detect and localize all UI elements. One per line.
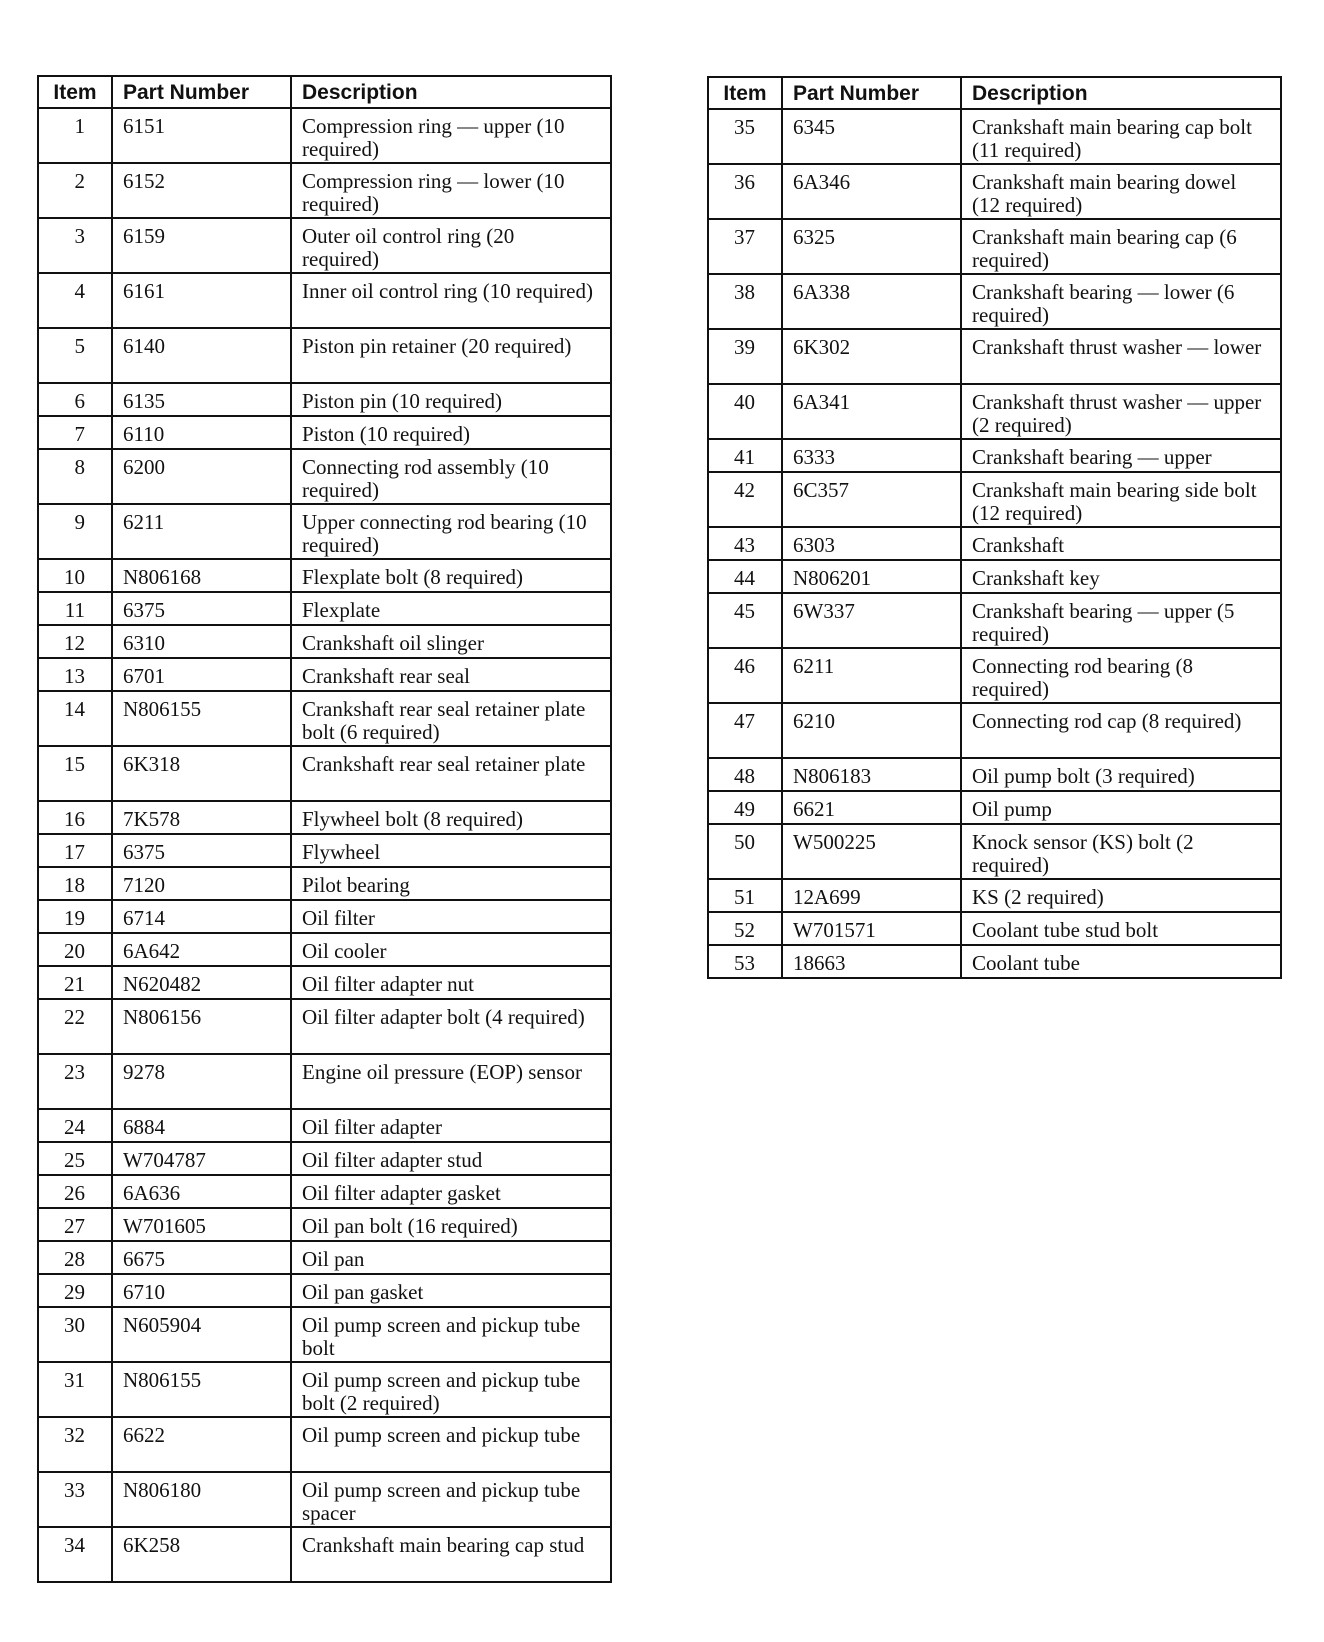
part-number-cell: 6211 [782, 648, 961, 703]
part-number-cell: N806183 [782, 758, 961, 791]
table-row [38, 1054, 611, 1109]
description-cell: Compression ring — lower (10 required) [291, 163, 611, 218]
parts-table-right-body [708, 109, 1281, 978]
part-number-cell: 12A699 [782, 879, 961, 912]
part-number-cell: W500225 [782, 824, 961, 879]
item-number-cell: 14 [38, 691, 112, 746]
part-number-cell: W704787 [112, 1142, 291, 1175]
description-cell: Crankshaft key [961, 560, 1281, 593]
part-number-cell: 6710 [112, 1274, 291, 1307]
description-cell: Flexplate [291, 592, 611, 625]
description-cell: Crankshaft main bearing cap stud [291, 1527, 611, 1582]
part-number-cell: N620482 [112, 966, 291, 999]
item-number-cell: 17 [38, 834, 112, 867]
item-number-cell: 49 [708, 791, 782, 824]
item-number-cell: 2 [38, 163, 112, 218]
description-cell: Crankshaft main bearing side bolt (12 required) [961, 472, 1281, 527]
item-number-cell: 13 [38, 658, 112, 691]
item-number-cell: 3 [38, 218, 112, 273]
table-row [38, 1472, 611, 1527]
item-number-cell: 12 [38, 625, 112, 658]
description-cell: Oil filter [291, 900, 611, 933]
table-row [708, 439, 1281, 472]
description-cell: Crankshaft rear seal retainer plate bolt (6 required) [291, 691, 611, 746]
item-number-cell: 7 [38, 416, 112, 449]
part-number-cell: 7120 [112, 867, 291, 900]
description-cell: Flywheel [291, 834, 611, 867]
table-row [38, 801, 611, 834]
part-number-cell: N806180 [112, 1472, 291, 1527]
item-number-cell: 32 [38, 1417, 112, 1472]
header-item: Item [38, 76, 112, 108]
table-row [38, 1208, 611, 1241]
description-cell: Crankshaft [961, 527, 1281, 560]
item-number-cell: 26 [38, 1175, 112, 1208]
part-number-cell: 6622 [112, 1417, 291, 1472]
header-row [708, 77, 1281, 109]
part-number-cell: N806155 [112, 691, 291, 746]
table-row [708, 560, 1281, 593]
part-number-cell: 6701 [112, 658, 291, 691]
part-number-cell: 6333 [782, 439, 961, 472]
part-number-cell: 6345 [782, 109, 961, 164]
table-row [708, 329, 1281, 384]
description-cell: Engine oil pressure (EOP) sensor [291, 1054, 611, 1109]
part-number-cell: 6714 [112, 900, 291, 933]
table-row [708, 164, 1281, 219]
part-number-cell: 6W337 [782, 593, 961, 648]
table-row [708, 791, 1281, 824]
part-number-cell: 6A346 [782, 164, 961, 219]
table-row [38, 449, 611, 504]
item-number-cell: 34 [38, 1527, 112, 1582]
item-number-cell: 15 [38, 746, 112, 801]
part-number-cell: 6303 [782, 527, 961, 560]
table-row [38, 218, 611, 273]
description-cell: Oil pan [291, 1241, 611, 1274]
part-number-cell: 6C357 [782, 472, 961, 527]
table-row [708, 593, 1281, 648]
item-number-cell: 45 [708, 593, 782, 648]
part-number-cell: 7K578 [112, 801, 291, 834]
description-cell: Oil filter adapter stud [291, 1142, 611, 1175]
item-number-cell: 43 [708, 527, 782, 560]
item-number-cell: 9 [38, 504, 112, 559]
table-row [708, 274, 1281, 329]
part-number-cell: 6675 [112, 1241, 291, 1274]
item-number-cell: 42 [708, 472, 782, 527]
item-number-cell: 19 [38, 900, 112, 933]
table-row [38, 746, 611, 801]
table-row [708, 945, 1281, 978]
part-number-cell: 6135 [112, 383, 291, 416]
item-number-cell: 16 [38, 801, 112, 834]
item-number-cell: 4 [38, 273, 112, 328]
table-row [38, 933, 611, 966]
part-number-cell: 6110 [112, 416, 291, 449]
table-row [38, 592, 611, 625]
description-cell: Connecting rod cap (8 required) [961, 703, 1281, 758]
item-number-cell: 31 [38, 1362, 112, 1417]
table-row [38, 108, 611, 163]
part-number-cell: 9278 [112, 1054, 291, 1109]
part-number-cell: 6884 [112, 1109, 291, 1142]
item-number-cell: 50 [708, 824, 782, 879]
parts-table-left-body [38, 108, 611, 1582]
description-cell: Piston pin (10 required) [291, 383, 611, 416]
table-row [38, 383, 611, 416]
part-number-cell: 6375 [112, 592, 291, 625]
item-number-cell: 29 [38, 1274, 112, 1307]
part-number-cell: N806201 [782, 560, 961, 593]
description-cell: Crankshaft bearing — upper [961, 439, 1281, 472]
description-cell: Knock sensor (KS) bolt (2 required) [961, 824, 1281, 879]
table-row [38, 559, 611, 592]
part-number-cell: 6310 [112, 625, 291, 658]
description-cell: Crankshaft main bearing cap (6 required) [961, 219, 1281, 274]
table-row [708, 824, 1281, 879]
part-number-cell: 6140 [112, 328, 291, 383]
table-row [38, 1527, 611, 1582]
part-number-cell: 6151 [112, 108, 291, 163]
part-number-cell: N806155 [112, 1362, 291, 1417]
table-row [38, 867, 611, 900]
table-row [38, 1142, 611, 1175]
part-number-cell: 6A636 [112, 1175, 291, 1208]
table-row [38, 163, 611, 218]
part-number-cell: 6200 [112, 449, 291, 504]
header-part-number: Part Number [112, 76, 291, 108]
part-number-cell: 6161 [112, 273, 291, 328]
part-number-cell: 6K302 [782, 329, 961, 384]
header-description: Description [291, 76, 611, 108]
item-number-cell: 5 [38, 328, 112, 383]
description-cell: Oil pump screen and pickup tube bolt [291, 1307, 611, 1362]
description-cell: Outer oil control ring (20 required) [291, 218, 611, 273]
description-cell: Compression ring — upper (10 required) [291, 108, 611, 163]
part-number-cell: 6325 [782, 219, 961, 274]
table-row [708, 758, 1281, 791]
item-number-cell: 24 [38, 1109, 112, 1142]
description-cell: Crankshaft thrust washer — lower [961, 329, 1281, 384]
item-number-cell: 37 [708, 219, 782, 274]
table-row [38, 1307, 611, 1362]
item-number-cell: 53 [708, 945, 782, 978]
description-cell: Oil filter adapter bolt (4 required) [291, 999, 611, 1054]
item-number-cell: 22 [38, 999, 112, 1054]
part-number-cell: N806168 [112, 559, 291, 592]
description-cell: Connecting rod bearing (8 required) [961, 648, 1281, 703]
table-row [38, 1241, 611, 1274]
table-row [708, 472, 1281, 527]
description-cell: Piston (10 required) [291, 416, 611, 449]
table-row [38, 1274, 611, 1307]
table-row [38, 328, 611, 383]
table-row [38, 658, 611, 691]
description-cell: Oil cooler [291, 933, 611, 966]
table-row [38, 625, 611, 658]
part-number-cell: N605904 [112, 1307, 291, 1362]
description-cell: Oil pump bolt (3 required) [961, 758, 1281, 791]
description-cell: Crankshaft bearing — lower (6 required) [961, 274, 1281, 329]
description-cell: Crankshaft rear seal retainer plate [291, 746, 611, 801]
table-row [708, 879, 1281, 912]
part-number-cell: 6A338 [782, 274, 961, 329]
part-number-cell: W701571 [782, 912, 961, 945]
description-cell: Oil pump screen and pickup tube spacer [291, 1472, 611, 1527]
item-number-cell: 47 [708, 703, 782, 758]
description-cell: Oil pump [961, 791, 1281, 824]
part-number-cell: 6211 [112, 504, 291, 559]
part-number-cell: 6K258 [112, 1527, 291, 1582]
description-cell: Flexplate bolt (8 required) [291, 559, 611, 592]
table-row [38, 691, 611, 746]
description-cell: Crankshaft thrust washer — upper (2 required) [961, 384, 1281, 439]
description-cell: Coolant tube stud bolt [961, 912, 1281, 945]
description-cell: Oil pan gasket [291, 1274, 611, 1307]
table-row [38, 1175, 611, 1208]
header-description: Description [961, 77, 1281, 109]
description-cell: Oil pump screen and pickup tube bolt (2 required) [291, 1362, 611, 1417]
part-number-cell: 6375 [112, 834, 291, 867]
table-row [38, 966, 611, 999]
header-part-number: Part Number [782, 77, 961, 109]
description-cell: Crankshaft main bearing dowel (12 required) [961, 164, 1281, 219]
item-number-cell: 6 [38, 383, 112, 416]
part-number-cell: 18663 [782, 945, 961, 978]
table-row [708, 384, 1281, 439]
item-number-cell: 36 [708, 164, 782, 219]
part-number-cell: 6159 [112, 218, 291, 273]
item-number-cell: 20 [38, 933, 112, 966]
parts-table-left [37, 75, 612, 1583]
table-row [708, 219, 1281, 274]
item-number-cell: 51 [708, 879, 782, 912]
description-cell: Oil filter adapter nut [291, 966, 611, 999]
part-number-cell: 6152 [112, 163, 291, 218]
item-number-cell: 38 [708, 274, 782, 329]
item-number-cell: 39 [708, 329, 782, 384]
description-cell: Crankshaft rear seal [291, 658, 611, 691]
header-item: Item [708, 77, 782, 109]
table-row [38, 1362, 611, 1417]
table-row [38, 1109, 611, 1142]
item-number-cell: 33 [38, 1472, 112, 1527]
item-number-cell: 44 [708, 560, 782, 593]
item-number-cell: 46 [708, 648, 782, 703]
table-row [38, 1417, 611, 1472]
item-number-cell: 41 [708, 439, 782, 472]
part-number-cell: N806156 [112, 999, 291, 1054]
table-row [38, 834, 611, 867]
table-row [38, 273, 611, 328]
item-number-cell: 18 [38, 867, 112, 900]
item-number-cell: 48 [708, 758, 782, 791]
description-cell: Coolant tube [961, 945, 1281, 978]
part-number-cell: W701605 [112, 1208, 291, 1241]
description-cell: Upper connecting rod bearing (10 required) [291, 504, 611, 559]
part-number-cell: 6210 [782, 703, 961, 758]
table-row [38, 999, 611, 1054]
description-cell: Oil pan bolt (16 required) [291, 1208, 611, 1241]
part-number-cell: 6A341 [782, 384, 961, 439]
table-row [708, 703, 1281, 758]
item-number-cell: 8 [38, 449, 112, 504]
description-cell: Crankshaft bearing — upper (5 required) [961, 593, 1281, 648]
header-row [38, 76, 611, 108]
description-cell: Pilot bearing [291, 867, 611, 900]
item-number-cell: 25 [38, 1142, 112, 1175]
item-number-cell: 10 [38, 559, 112, 592]
table-row [708, 527, 1281, 560]
description-cell: KS (2 required) [961, 879, 1281, 912]
table-row [38, 504, 611, 559]
item-number-cell: 28 [38, 1241, 112, 1274]
table-row [708, 109, 1281, 164]
item-number-cell: 21 [38, 966, 112, 999]
item-number-cell: 11 [38, 592, 112, 625]
description-cell: Flywheel bolt (8 required) [291, 801, 611, 834]
parts-table-right [707, 76, 1282, 979]
part-number-cell: 6K318 [112, 746, 291, 801]
item-number-cell: 23 [38, 1054, 112, 1109]
item-number-cell: 1 [38, 108, 112, 163]
description-cell: Piston pin retainer (20 required) [291, 328, 611, 383]
table-row [708, 648, 1281, 703]
description-cell: Oil filter adapter gasket [291, 1175, 611, 1208]
table-row [38, 416, 611, 449]
description-cell: Oil pump screen and pickup tube [291, 1417, 611, 1472]
part-number-cell: 6621 [782, 791, 961, 824]
description-cell: Connecting rod assembly (10 required) [291, 449, 611, 504]
part-number-cell: 6A642 [112, 933, 291, 966]
table-row [708, 912, 1281, 945]
description-cell: Inner oil control ring (10 required) [291, 273, 611, 328]
description-cell: Oil filter adapter [291, 1109, 611, 1142]
item-number-cell: 27 [38, 1208, 112, 1241]
description-cell: Crankshaft main bearing cap bolt (11 required) [961, 109, 1281, 164]
item-number-cell: 40 [708, 384, 782, 439]
item-number-cell: 52 [708, 912, 782, 945]
item-number-cell: 35 [708, 109, 782, 164]
table-row [38, 900, 611, 933]
description-cell: Crankshaft oil slinger [291, 625, 611, 658]
item-number-cell: 30 [38, 1307, 112, 1362]
